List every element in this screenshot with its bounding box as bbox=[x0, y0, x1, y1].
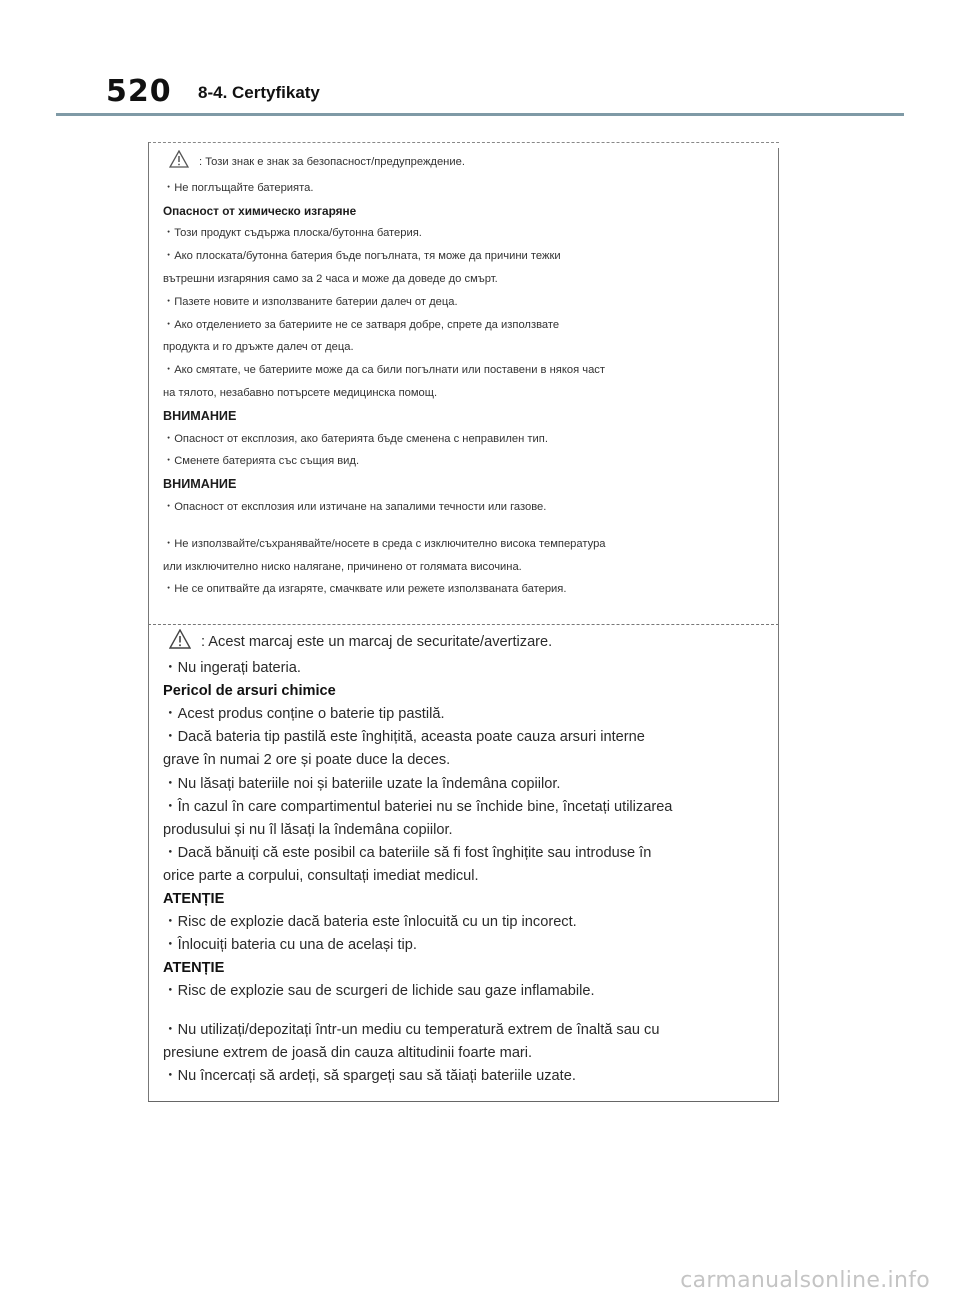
ro-line: ・Nu ingerați bateria. bbox=[163, 660, 301, 677]
section-title: 8-4. Certyfikaty bbox=[198, 83, 320, 102]
bg-heading: ВНИМАНИЕ bbox=[163, 408, 237, 423]
ro-line: ・În cazul în care compartimentul bateriei nu se închide bine, încetați utilizarea bbox=[163, 798, 673, 815]
ro-line: ・Dacă bateria tip pastilă este înghițită, aceasta poate cauza arsuri interne bbox=[163, 729, 645, 746]
warning-triangle-icon bbox=[169, 150, 189, 177]
box-top-border bbox=[148, 142, 779, 143]
bg-line: ・Пазете новите и използваните батерии далеч от деца. bbox=[163, 295, 458, 308]
bg-warning-line bbox=[163, 150, 768, 177]
ro-warning-line bbox=[163, 629, 768, 657]
warning-triangle-icon bbox=[169, 629, 191, 657]
page-header bbox=[0, 0, 960, 120]
box-left-border bbox=[148, 142, 149, 1102]
bg-line: ・Сменете батерията със същия вид. bbox=[163, 455, 360, 468]
ro-line: ・Nu încercați să ardeți, să spargeți sau să tăiați bateriile uzate. bbox=[163, 1067, 576, 1084]
ro-line: Pericol de arsuri chimice bbox=[163, 683, 336, 700]
language-divider bbox=[148, 624, 779, 625]
bg-line: ・Ако плоската/бутонна батерия бъде погълната, тя може да причини тежки bbox=[163, 250, 561, 263]
romanian-block bbox=[163, 629, 768, 1088]
bg-line: продукта и го дръжте далеч от деца. bbox=[163, 341, 354, 354]
ro-warning-text: : Acest marcaj este un marcaj de securitate/avertizare. bbox=[201, 634, 553, 650]
ro-line: ・Nu lăsați bateriile noi și bateriile uzate la îndemâna copiilor. bbox=[163, 775, 561, 792]
bg-line: ・Не поглъщайте батерията. bbox=[163, 181, 314, 194]
ro-heading: ATENȚIE bbox=[163, 960, 225, 977]
ro-gap bbox=[163, 1004, 768, 1019]
bg-line: Опасност от химическо изгаряне bbox=[163, 203, 357, 218]
bg-line: ・Опасност от експлозия или изтичане на запалими течности или газове. bbox=[163, 500, 547, 513]
watermark: carmanualsonline.info bbox=[680, 1268, 930, 1293]
ro-line: presiune extrem de joasă din cauza altitudinii foarte mari. bbox=[163, 1044, 533, 1061]
ro-line: ・Risc de explozie dacă bateria este înlocuită cu un tip incorect. bbox=[163, 914, 577, 931]
bg-heading: ВНИМАНИЕ bbox=[163, 477, 237, 492]
ro-line: produsului și nu îl lăsați la îndemâna copiilor. bbox=[163, 821, 453, 838]
ro-line: orice parte a corpului, consultați imediat medicul. bbox=[163, 867, 479, 884]
bg-line: ・Не се опитвайте да изгаряте, смачквате или режете използваната батерия. bbox=[163, 583, 567, 596]
ro-line: ・Nu utilizați/depozitați într-un mediu cu temperatură extrem de înaltă sau cu bbox=[163, 1021, 660, 1038]
box-bottom-border bbox=[148, 1101, 779, 1102]
bg-line: ・Ако смятате, че батериите може да са били погълнати или поставени в някоя част bbox=[163, 364, 606, 377]
bg-line: на тялото, незабавно потърсете медицинска помощ. bbox=[163, 386, 438, 399]
ro-line: ・Înlocuiți bateria cu una de același tip. bbox=[163, 937, 417, 954]
header-rule bbox=[56, 113, 904, 116]
box-right-border bbox=[778, 148, 779, 1102]
bulgarian-block bbox=[163, 150, 768, 601]
ro-line: grave în numai 2 ore și poate duce la deces. bbox=[163, 752, 451, 769]
page-number: 520 bbox=[106, 74, 172, 109]
bg-line: ・Не използвайте/съхранявайте/носете в среда с изключително висока температура bbox=[163, 537, 606, 550]
ro-line: ・Risc de explozie sau de scurgeri de lichide sau gaze inflamabile. bbox=[163, 983, 595, 1000]
bg-line: или изключително ниско налягане, причинено от голямата височина. bbox=[163, 560, 522, 573]
ro-line: ・Acest produs conține o baterie tip pastilă. bbox=[163, 706, 445, 723]
certificate-box bbox=[148, 142, 779, 1102]
ro-heading: ATENȚIE bbox=[163, 891, 225, 908]
bg-line: ・Ако отделението за батериите не се затваря добре, спрете да използвате bbox=[163, 318, 560, 331]
bg-line: вътрешни изгаряния само за 2 часа и може да доведе до смърт. bbox=[163, 272, 498, 285]
bg-line: ・Този продукт съдържа плоска/бутонна батерия. bbox=[163, 227, 422, 240]
ro-line: ・Dacă bănuiți că este posibil ca bateriile să fi fost înghițite sau introduse în bbox=[163, 844, 652, 861]
bg-gap bbox=[163, 519, 768, 533]
bg-warning-text: : Този знак е знак за безопасност/предупреждение. bbox=[199, 156, 465, 168]
bg-line: ・Опасност от експлозия, ако батерията бъде сменена с неправилен тип. bbox=[163, 432, 548, 445]
